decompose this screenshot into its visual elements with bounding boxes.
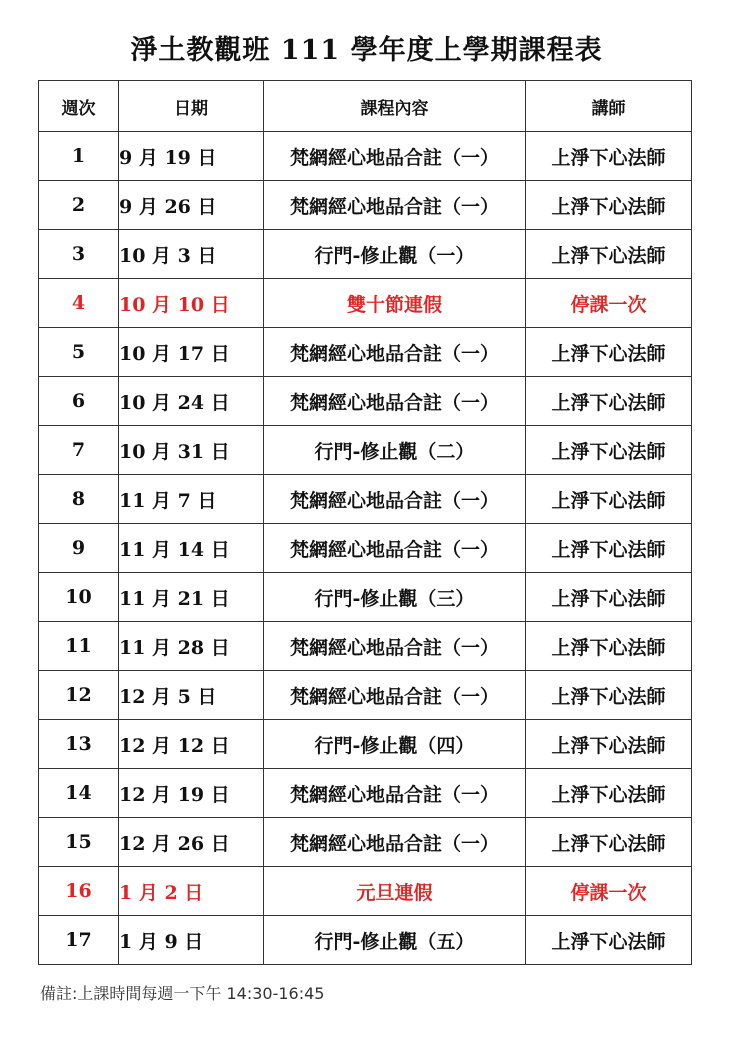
course-cell: 行門-修止觀（一） xyxy=(264,230,526,279)
header-week: 週次 xyxy=(39,81,119,132)
page-title: 淨土教觀班 111 學年度上學期課程表 xyxy=(130,35,603,66)
course-cell: 梵網經心地品合註（一） xyxy=(264,524,526,573)
course-cell: 行門-修止觀（二） xyxy=(264,426,526,475)
teacher-cell: 上淨下心法師 xyxy=(526,573,692,622)
table-row xyxy=(39,132,692,181)
date-cell: 12 月 12 日 xyxy=(119,720,264,769)
week-cell: 13 xyxy=(39,720,119,769)
course-cell: 梵網經心地品合註（一） xyxy=(264,622,526,671)
date-cell: 10 月 31 日 xyxy=(119,426,264,475)
week-cell: 14 xyxy=(39,769,119,818)
week-cell: 5 xyxy=(39,328,119,377)
course-cell: 梵網經心地品合註（一） xyxy=(264,671,526,720)
table-row xyxy=(39,622,692,671)
teacher-cell: 上淨下心法師 xyxy=(526,671,692,720)
date-cell: 11 月 14 日 xyxy=(119,524,264,573)
teacher-cell: 上淨下心法師 xyxy=(526,230,692,279)
week-cell: 11 xyxy=(39,622,119,671)
teacher-cell: 上淨下心法師 xyxy=(526,377,692,426)
table-body xyxy=(39,132,692,965)
week-cell: 16 xyxy=(39,867,119,916)
table-row xyxy=(39,426,692,475)
teacher-cell: 上淨下心法師 xyxy=(526,328,692,377)
week-cell: 8 xyxy=(39,475,119,524)
teacher-cell: 上淨下心法師 xyxy=(526,132,692,181)
course-schedule-table xyxy=(38,80,692,965)
teacher-cell: 上淨下心法師 xyxy=(526,818,692,867)
date-cell: 11 月 28 日 xyxy=(119,622,264,671)
course-cell: 雙十節連假 xyxy=(264,279,526,328)
week-cell: 15 xyxy=(39,818,119,867)
table-row xyxy=(39,671,692,720)
week-cell: 4 xyxy=(39,279,119,328)
table-row xyxy=(39,328,692,377)
table-row xyxy=(39,230,692,279)
table-row xyxy=(39,573,692,622)
date-cell: 12 月 26 日 xyxy=(119,818,264,867)
teacher-cell: 上淨下心法師 xyxy=(526,426,692,475)
course-cell: 行門-修止觀（三） xyxy=(264,573,526,622)
teacher-cell: 上淨下心法師 xyxy=(526,769,692,818)
date-cell: 1 月 2 日 xyxy=(119,867,264,916)
teacher-cell: 停課一次 xyxy=(526,279,692,328)
week-cell: 10 xyxy=(39,573,119,622)
date-cell: 10 月 3 日 xyxy=(119,230,264,279)
course-cell: 行門-修止觀（四） xyxy=(264,720,526,769)
week-cell: 9 xyxy=(39,524,119,573)
table-row xyxy=(39,475,692,524)
table-row xyxy=(39,181,692,230)
course-cell: 梵網經心地品合註（一） xyxy=(264,818,526,867)
table-row xyxy=(39,769,692,818)
week-cell: 1 xyxy=(39,132,119,181)
date-cell: 12 月 5 日 xyxy=(119,671,264,720)
table-row xyxy=(39,524,692,573)
table-row xyxy=(39,279,692,328)
teacher-cell: 上淨下心法師 xyxy=(526,916,692,965)
course-cell: 梵網經心地品合註（一） xyxy=(264,475,526,524)
table-row xyxy=(39,377,692,426)
table-row xyxy=(39,916,692,965)
table-header-row xyxy=(39,81,692,132)
course-cell: 梵網經心地品合註（一） xyxy=(264,132,526,181)
week-cell: 7 xyxy=(39,426,119,475)
course-cell: 梵網經心地品合註（一） xyxy=(264,769,526,818)
table-row xyxy=(39,720,692,769)
week-cell: 17 xyxy=(39,916,119,965)
table-row xyxy=(39,818,692,867)
course-cell: 行門-修止觀（五） xyxy=(264,916,526,965)
week-cell: 2 xyxy=(39,181,119,230)
teacher-cell: 上淨下心法師 xyxy=(526,524,692,573)
week-cell: 12 xyxy=(39,671,119,720)
course-cell: 元旦連假 xyxy=(264,867,526,916)
course-cell: 梵網經心地品合註（一） xyxy=(264,328,526,377)
course-cell: 梵網經心地品合註（一） xyxy=(264,181,526,230)
header-teacher: 講師 xyxy=(526,81,692,132)
date-cell: 11 月 21 日 xyxy=(119,573,264,622)
date-cell: 10 月 10 日 xyxy=(119,279,264,328)
teacher-cell: 上淨下心法師 xyxy=(526,181,692,230)
date-cell: 11 月 7 日 xyxy=(119,475,264,524)
course-cell: 梵網經心地品合註（一） xyxy=(264,377,526,426)
date-cell: 1 月 9 日 xyxy=(119,916,264,965)
header-course: 課程內容 xyxy=(264,81,526,132)
teacher-cell: 上淨下心法師 xyxy=(526,622,692,671)
date-cell: 10 月 17 日 xyxy=(119,328,264,377)
date-cell: 10 月 24 日 xyxy=(119,377,264,426)
week-cell: 6 xyxy=(39,377,119,426)
teacher-cell: 停課一次 xyxy=(526,867,692,916)
teacher-cell: 上淨下心法師 xyxy=(526,720,692,769)
date-cell: 9 月 26 日 xyxy=(119,181,264,230)
date-cell: 12 月 19 日 xyxy=(119,769,264,818)
schedule-note: 備註:上課時間每週一下午 14:30-16:45 xyxy=(40,984,325,1003)
week-cell: 3 xyxy=(39,230,119,279)
teacher-cell: 上淨下心法師 xyxy=(526,475,692,524)
table-row xyxy=(39,867,692,916)
header-date: 日期 xyxy=(119,81,264,132)
date-cell: 9 月 19 日 xyxy=(119,132,264,181)
